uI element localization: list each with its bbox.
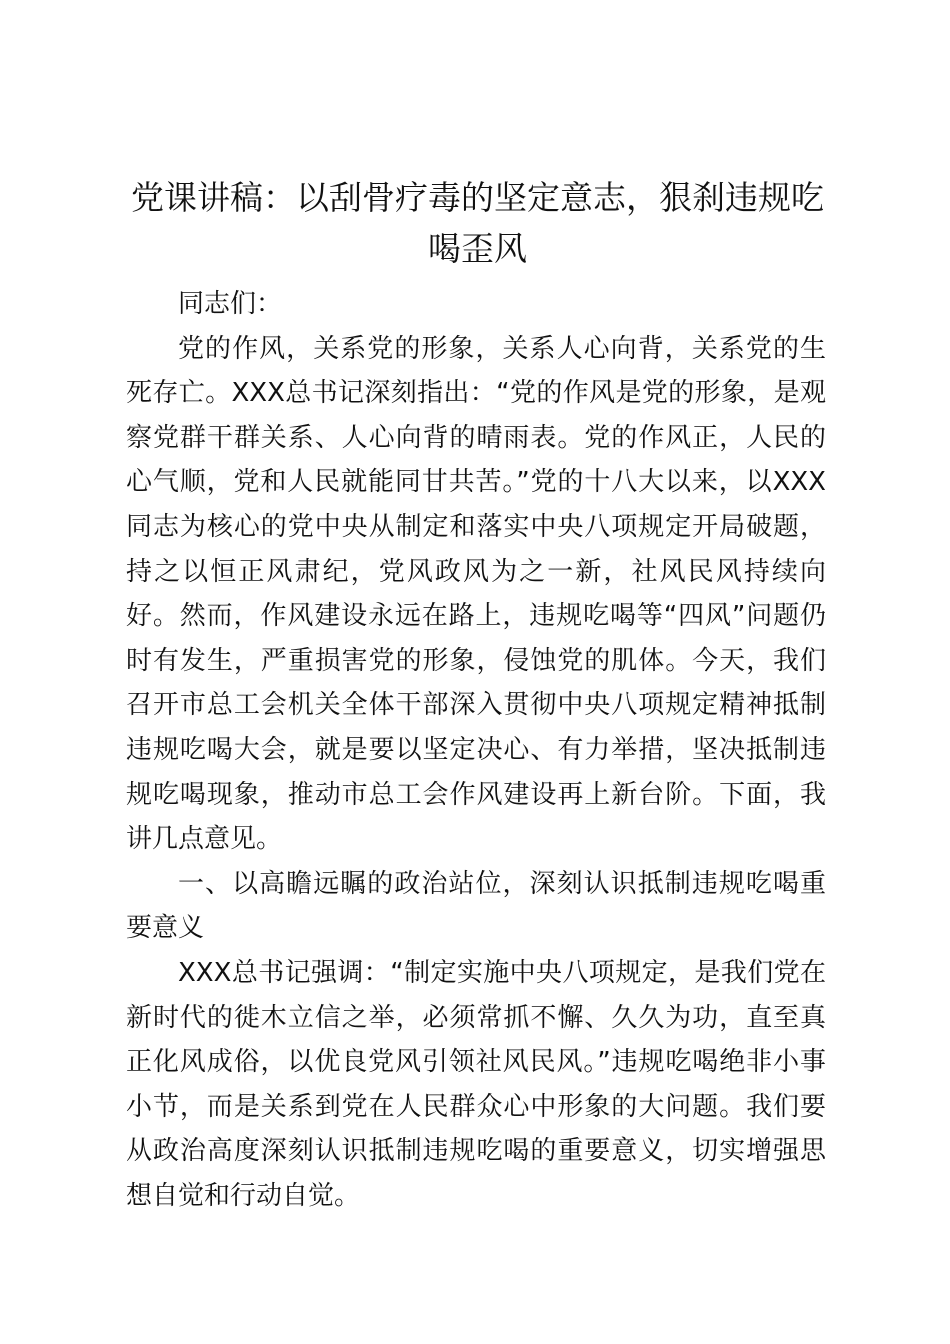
- document-body: [126, 282, 826, 1218]
- salutation: 同志们：: [178, 289, 283, 319]
- document-title: 党课讲稿：以刮骨疗毒的坚定意志，狠刹违规吃喝歪风: [131, 178, 824, 268]
- intro-paragraph: 党的作风，关系党的形象，关系人心向背，关系党的生死存亡。XXX总书记深刻指出：“党的作风是党的形象，是观察党群干群关系、人心向背的晴雨表。党的作风正，人民的心气顺，党和人民就能同甘共苦。”党的十八大以来，以XXX同志为核心的党中央从制定和落实中央八项规定开局破题，持之以恒正风肃纪，党风政风为之一新，社风民风持续向好。然而，作风建设永远在路上，违规吃喝等“四风”问题仍时有发生，严重损害党的形象，侵蚀党的肌体。今天，我们召开市总工会机关全体干部深入贯彻中央八项规定精神抵制违规吃喝大会，就是要以坚定决心、有力举措，坚决抵制违规吃喝现象，推动市总工会作风建设再上新台阶。下面，我讲几点意见。: [126, 333, 826, 855]
- section-1-paragraph: XXX总书记强调：“制定实施中央八项规定，是我们党在新时代的徙木立信之举，必须常抓不懈、久久为功，直至真正化风成俗，以优良党风引领社风民风。”违规吃喝绝非小事小节，而是关系到党在人民群众心中形象的大问题。我们要从政治高度深刻认识抵制违规吃喝的重要意义，切实增强思想自觉和行动自觉。: [126, 957, 826, 1211]
- section-heading-1: 一、以高瞻远瞩的政治站位，深刻认识抵制违规吃喝重要意义: [126, 868, 826, 943]
